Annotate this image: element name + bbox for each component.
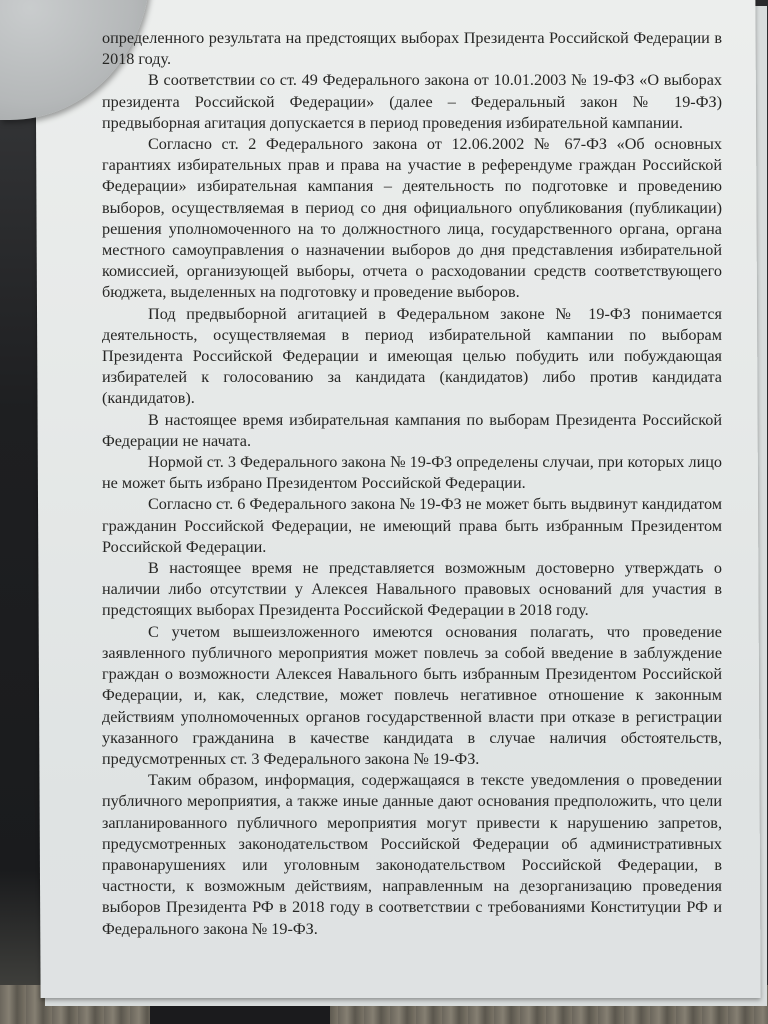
paragraph-agitation-definition: Под предвыборной агитацией в Федеральном законе № 19-ФЗ понимается деятельность, осуществляемая в период избирательной кампании по выборам Президента Российской Федерации и имеющая целью побудить или побуждающая избирателей к голосованию за кандидата (кандидатов) либо против кандидата (кандидатов). (102, 304, 722, 408)
paragraph-consideration: С учетом вышеизложенного имеются основания полагать, что проведение заявленного публичного мероприятия может повлечь за собой введение в заблуждение граждан о возможности Алексея Навального быть избранным Президентом Российской Федерации, и, как, следствие, может повлечь негативное отношение к законным действиям уполномоченных органов государственной власти при отказе в регистрации указанного гражданина в качестве кандидата в случае наличия обстоятельств, предусмотренных ст. 3 Федерального закона № 19-ФЗ. (102, 622, 722, 768)
paragraph-legal-grounds: В настоящее время не представляется возможным достоверно утверждать о наличии либо отсутствии у Алексея Навального правовых оснований для участия в предстоящих выборах Президента Российской Федерации в 2018 году. (102, 559, 722, 620)
paragraph-campaign-not-started: В настоящее время избирательная кампания по выборам Президента Российской Федерации не начата. (102, 410, 722, 450)
paragraph-article-3: Нормой ст. 3 Федерального закона № 19-ФЗ определены случаи, при которых лицо не может быть избрано Президентом Российской Федерации. (102, 453, 722, 493)
paragraph-article-2-definition: Согласно ст. 2 Федерального закона от 12.06.2002 № 67-ФЗ «Об основных гарантиях избирательных прав и права на участие в референдуме граждан Российской Федерации» избирательная кампания – деятельность по подготовке и проведению выборов, осуществляемая в период со дня официального опубликования (публикации) решения уполномоченного на то должностного лица, государственного органа, органа местного самоуправления о назначении выборов до дня представления избирательной комиссией, организующей выборы, отчета о расходовании средств соответствующего бюджета, выделенных на подготовку и проведение выборов. (102, 135, 722, 302)
document-body (102, 28, 722, 940)
paragraph-article-49: В соответствии со ст. 49 Федерального закона от 10.01.2003 № 19-ФЗ «О выборах президента Российской Федерации» (далее – Федеральный закон № 19-ФЗ) предвыборная агитация допускается в период проведения избирательной кампании. (102, 71, 722, 132)
paragraph-continuation: определенного результата на предстоящих выборах Президента Российской Федерации в 2018 году. (102, 29, 722, 69)
paragraph-conclusion: Таким образом, информация, содержащаяся в тексте уведомления о проведении публичного мероприятия, а также иные данные дают основания предположить, что цели запланированного публичного мероприятия могут привести к нарушению запретов, предусмотренных законодательством Российской Федерации об административных правонарушениях или уголовным законодательством Российской Федерации, в частности, к возможным действиям, направленным на дезорганизацию проведения выборов Президента РФ в 2018 году в соответствии с требованиями Конституции РФ и Федерального закона № 19-ФЗ. (102, 771, 722, 938)
paragraph-article-6: Согласно ст. 6 Федерального закона № 19-ФЗ не может быть выдвинут кандидатом гражданин Российской Федерации, не имеющий права быть избранным Президентом Российской Федерации. (102, 495, 722, 556)
